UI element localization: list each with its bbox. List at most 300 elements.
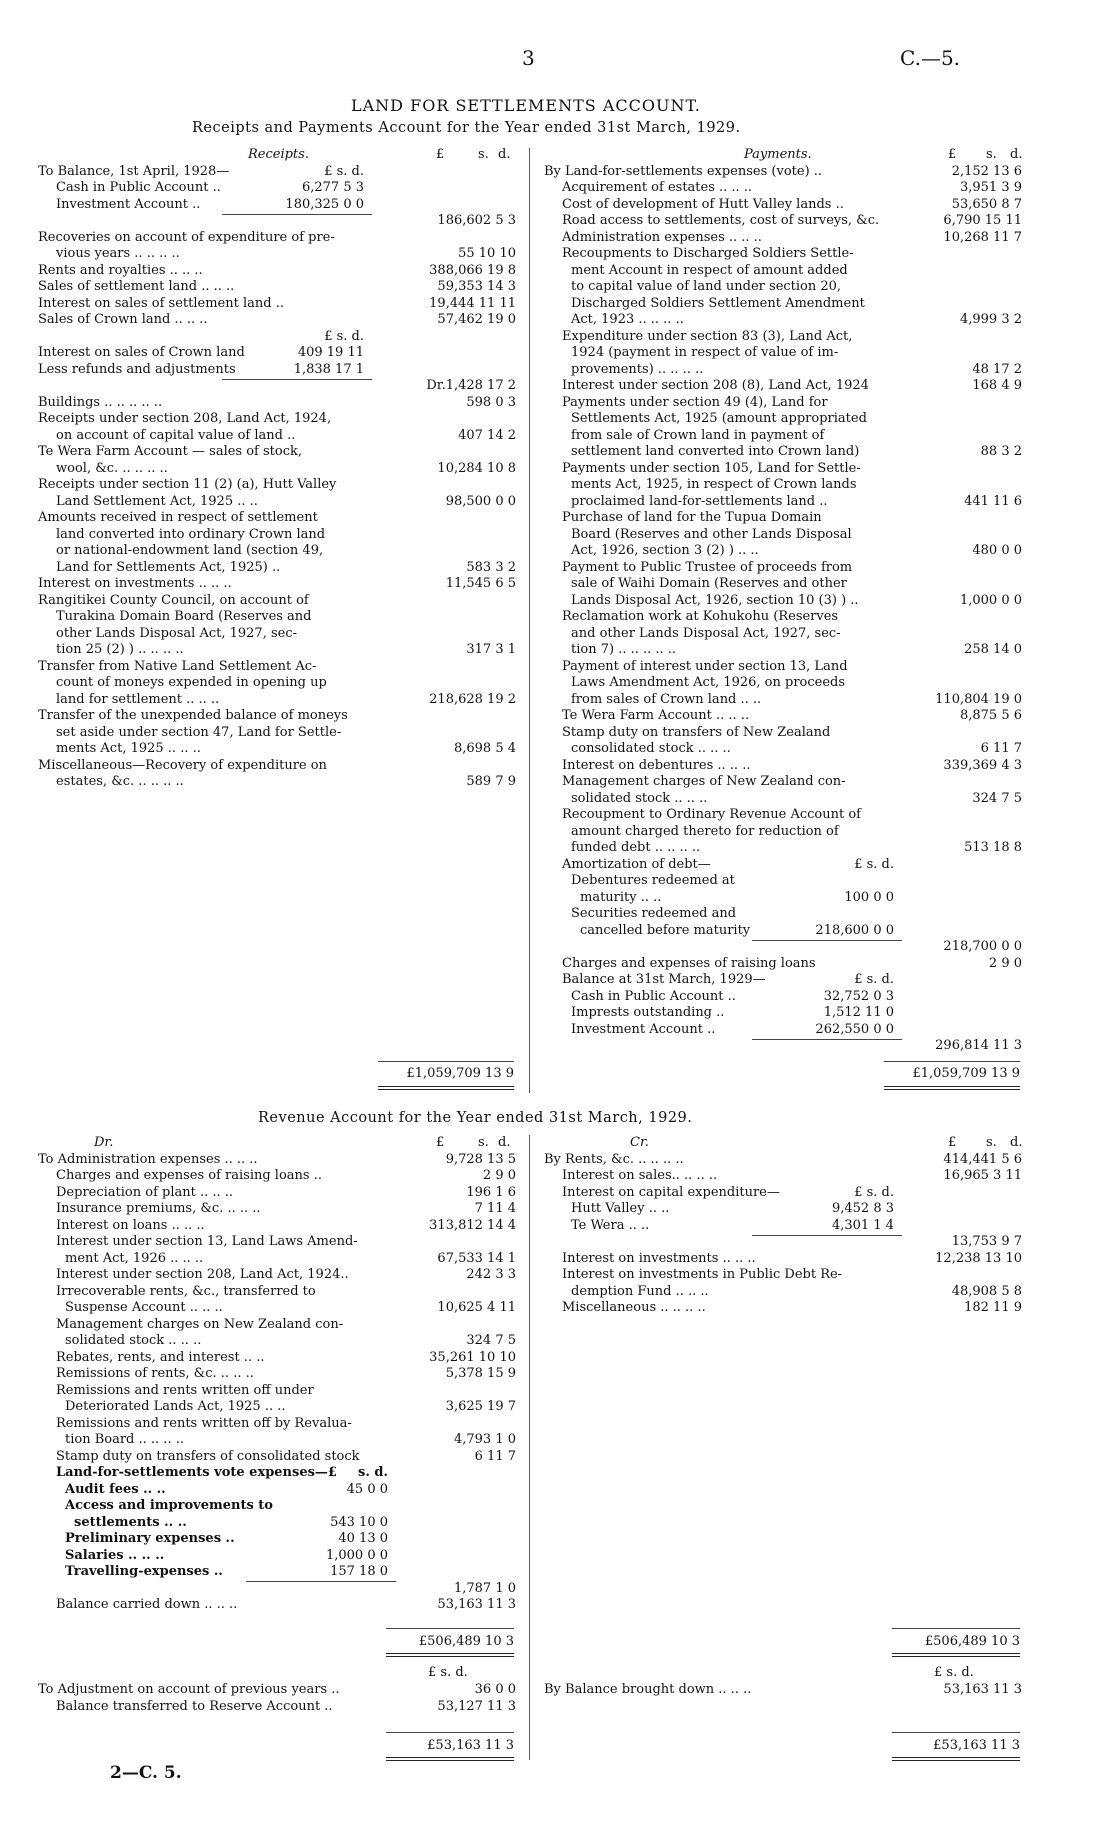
ledger-row	[38, 1482, 516, 1499]
amount: 3,625 19 7	[445, 1399, 516, 1414]
amount: 36 0 0	[474, 1682, 516, 1697]
ledger-row	[544, 890, 1022, 907]
ledger-row-label: Salaries .. .. ..	[65, 1547, 165, 1563]
ledger-row	[38, 725, 516, 742]
ledger-row	[38, 1548, 516, 1565]
ledger-row-label: Suspense Account .. .. ..	[65, 1300, 223, 1315]
ledger-row	[38, 296, 516, 313]
ledger-row	[544, 527, 1022, 544]
amount: 1,000 0 0	[959, 592, 1022, 608]
sub-column-header: £ s. d.	[324, 328, 364, 344]
ledger-row-label: ments Act, 1925 .. .. ..	[56, 741, 201, 756]
ledger-row	[38, 1201, 516, 1218]
ledger-row	[544, 164, 1022, 181]
ledger-row-label: Receipts under section 208, Land Act, 1924,	[38, 411, 332, 426]
ledger-row-label: from sales of Crown land .. ..	[571, 691, 762, 707]
page-number: 3	[522, 46, 535, 70]
ledger-row-label: other Lands Disposal Act, 1927, sec-	[56, 625, 298, 641]
ledger-row-label: Interest on sales of settlement land ..	[38, 295, 284, 311]
ledger-row-label: land converted into ordinary Crown land	[56, 526, 326, 542]
amount: 513 18 8	[964, 840, 1022, 855]
ledger-row-label: Remissions and rents written off under	[56, 1382, 314, 1398]
ledger-row	[38, 411, 516, 428]
ledger-row	[544, 675, 1022, 692]
ledger-row	[544, 576, 1022, 593]
ledger-row-label: Payment to Public Trustee of proceeds from	[562, 559, 853, 575]
ledger-row	[38, 1449, 516, 1466]
ledger-row	[544, 956, 1022, 973]
amount: 55 10 10	[458, 246, 516, 261]
ledger-row	[38, 1185, 516, 1202]
payments-total-block	[884, 1066, 1022, 1081]
amount: 8,698 5 4	[453, 741, 516, 756]
ledger-row	[38, 1350, 516, 1367]
ledger-row-label: Miscellaneous—Recovery of expenditure on	[38, 757, 327, 773]
ledger-row	[38, 263, 516, 280]
ledger-row	[544, 395, 1022, 412]
adjustment-column-header: £ s. d.	[428, 1665, 468, 1680]
ledger-row-label: Rebates, rents, and interest .. ..	[56, 1349, 265, 1365]
ledger-row	[38, 395, 516, 412]
sub-amount: 1,512 11 0	[823, 1005, 894, 1020]
ledger-row	[544, 1185, 1022, 1202]
ledger-row	[544, 609, 1022, 626]
ledger-row-label: To Adjustment on account of previous years ..	[38, 1682, 340, 1697]
ledger-row-label: Road access to settlements, cost of surveys, &c.	[562, 213, 880, 228]
ledger-row-label: Payments under section 49 (4), Land for	[562, 394, 828, 410]
ledger-row	[38, 1498, 516, 1515]
ledger-row-label: solidated stock .. .. ..	[65, 1333, 202, 1348]
ledger-row-label: Interest on capital expenditure—	[562, 1184, 780, 1200]
ledger-row-label: Securities redeemed and	[571, 906, 737, 921]
receipts-column	[38, 147, 516, 791]
amount: 3,951 3 9	[959, 180, 1022, 195]
ledger-row	[38, 279, 516, 296]
ledger-row-label: Investment Account ..	[56, 196, 201, 212]
ledger-row-label: Insurance premiums, &c. .. .. ..	[56, 1201, 261, 1216]
sub-amount: 32,752 0 3	[823, 988, 894, 1004]
ledger-row-label: Rangitikei County Council, on account of	[38, 592, 309, 608]
ledger-row-label: Deteriorated Lands Act, 1925 .. ..	[65, 1399, 286, 1414]
ledger-row-label: Acquirement of estates .. .. ..	[562, 180, 753, 195]
ledger-row-label: Act, 1926, section 3 (2) ) .. ..	[571, 543, 759, 558]
ledger-row	[544, 791, 1022, 808]
receipts-total-block	[378, 1066, 516, 1081]
sub-amount: 1,838 17 1	[293, 361, 364, 377]
ledger-row	[544, 312, 1022, 329]
ledger-row-label: Preliminary expenses ..	[65, 1531, 235, 1546]
ledger-row-label: Depreciation of plant .. .. ..	[56, 1184, 234, 1200]
ledger-row-label: estates, &c. .. .. .. ..	[56, 774, 184, 789]
payments-heading: Payments.	[744, 147, 812, 162]
ledger-row-label: Lands Disposal Act, 1926, section 10 (3) ) ..	[571, 592, 859, 608]
ledger-row	[544, 1152, 1022, 1169]
ledger-row	[544, 708, 1022, 725]
ledger-row-label: Te Wera Farm Account — sales of stock,	[38, 444, 303, 459]
revenue-credit-rows	[544, 1152, 1022, 1317]
ledger-row	[38, 1515, 516, 1532]
ledger-row	[544, 642, 1022, 659]
debit-adjustment-total-block	[386, 1738, 516, 1753]
amount: 480 0 0	[972, 543, 1022, 558]
ledger-row	[544, 692, 1022, 709]
ledger-row	[544, 1038, 1022, 1055]
ledger-row	[38, 576, 516, 593]
ledger-row-label: Less refunds and adjustments	[38, 361, 236, 377]
amount: 57,462 19 0	[437, 312, 516, 327]
shillings-column-header: s.	[478, 1135, 489, 1150]
sub-amount: 409 19 11	[297, 345, 364, 360]
amount: 589 7 9	[466, 774, 516, 789]
amount: 110,804 19 0	[935, 691, 1022, 707]
ledger-row	[38, 197, 516, 214]
amount: 2 9 0	[482, 1168, 516, 1183]
amount: 5,378 15 9	[445, 1366, 516, 1381]
column-divider	[529, 1135, 530, 1760]
ledger-row	[38, 378, 516, 395]
amount: 16,965 3 11	[943, 1168, 1022, 1183]
amount: 186,602 5 3	[437, 213, 516, 228]
ledger-row	[38, 593, 516, 610]
ledger-row	[38, 428, 516, 445]
ledger-row	[544, 543, 1022, 560]
ledger-row	[544, 593, 1022, 610]
ledger-row-label: Buildings .. .. .. .. ..	[38, 394, 163, 410]
ledger-row-label: Interest on investments .. .. ..	[38, 576, 232, 591]
credit-heading: Cr.	[630, 1135, 649, 1150]
ledger-row-label: Recoupment to Ordinary Revenue Account of	[562, 807, 861, 822]
ledger-row-label: Recoupments to Discharged Soldiers Settle-	[562, 246, 854, 261]
amount: 339,369 4 3	[943, 757, 1022, 773]
sub-amount: 157 18 0	[330, 1564, 388, 1579]
ledger-row	[544, 1682, 1022, 1699]
ledger-row	[544, 1022, 1022, 1039]
ledger-row	[544, 626, 1022, 643]
revenue-debit-header-row	[38, 1135, 516, 1152]
revenue-debit-rows	[38, 1152, 516, 1614]
ledger-row	[38, 164, 516, 181]
pence-column-header: d.	[1010, 147, 1023, 162]
ledger-row	[38, 560, 516, 577]
amount: 10,284 10 8	[437, 460, 516, 476]
ledger-row	[38, 758, 516, 775]
ledger-row	[544, 972, 1022, 989]
ledger-row	[38, 180, 516, 197]
ledger-row-label: on account of capital value of land ..	[56, 427, 296, 443]
ledger-row-label: vious years .. .. .. ..	[56, 246, 180, 261]
pence-column-header: d.	[1010, 1135, 1023, 1150]
payments-total: £1,059,709 13 9	[912, 1066, 1020, 1081]
sub-amount: 45 0 0	[346, 1481, 388, 1497]
ledger-row-label: Administration expenses .. .. ..	[562, 229, 762, 245]
ledger-row-label: Travelling-expenses ..	[65, 1564, 223, 1579]
ledger-row-label: Interest on investments .. .. ..	[562, 1250, 756, 1266]
sub-amount: 262,550 0 0	[815, 1021, 894, 1037]
ledger-row	[544, 758, 1022, 775]
ledger-row-label: Access and improvements to	[65, 1498, 273, 1513]
sub-column-header: £ s. d.	[854, 856, 894, 872]
ledger-row-label: Charges and expenses of raising loans ..	[56, 1168, 322, 1183]
amount: 6 11 7	[980, 741, 1022, 756]
ledger-row	[38, 1399, 516, 1416]
ledger-row	[544, 939, 1022, 956]
ledger-row	[544, 444, 1022, 461]
payments-rows	[544, 164, 1022, 1055]
ledger-row	[38, 362, 516, 379]
ledger-row	[544, 362, 1022, 379]
ledger-row	[544, 461, 1022, 478]
sub-amount: 4,301 1 4	[831, 1217, 894, 1233]
amount: 53,163 11 3	[943, 1682, 1022, 1697]
amount: 598 0 3	[466, 394, 516, 410]
ledger-row	[38, 1300, 516, 1317]
ledger-row	[544, 411, 1022, 428]
amount: 88 3 2	[980, 444, 1022, 459]
ledger-row-label: Cash in Public Account ..	[571, 988, 736, 1004]
pound-column-header: £	[436, 147, 445, 162]
ledger-row	[38, 477, 516, 494]
revenue-account-subtitle: Revenue Account for the Year ended 31st March, 1929.	[258, 1110, 693, 1126]
sub-column-header: £ s. d.	[324, 163, 364, 179]
ledger-row	[544, 1234, 1022, 1251]
debit-adjustment-total: £53,163 11 3	[427, 1738, 514, 1753]
ledger-row-label: Payment of interest under section 13, Land	[562, 658, 848, 674]
ledger-row-label: Hutt Valley .. ..	[571, 1201, 670, 1216]
pound-column-header: £	[436, 1135, 445, 1150]
ledger-row-label: Reclamation work at Kohukohu (Reserves	[562, 609, 839, 624]
ledger-row-label: cancelled before maturity	[580, 922, 751, 938]
ledger-row-label: Imprests outstanding ..	[571, 1005, 725, 1020]
ledger-row	[544, 1251, 1022, 1268]
ledger-row	[544, 263, 1022, 280]
ledger-row-label: Rents and royalties .. .. ..	[38, 262, 203, 278]
ledger-row-label: Amounts received in respect of settlement	[38, 510, 318, 525]
ledger-row-label: amount charged thereto for reduction of	[571, 823, 839, 839]
shillings-column-header: s.	[986, 147, 997, 162]
ledger-row-label: Transfer of the unexpended balance of moneys	[38, 708, 348, 723]
pence-column-header: d.	[498, 1135, 511, 1150]
ledger-row-label: Sales of Crown land .. .. ..	[38, 312, 208, 327]
ledger-row-label: Expenditure under section 83 (3), Land Act,	[562, 328, 853, 344]
ledger-row	[38, 1251, 516, 1268]
ledger-row	[544, 824, 1022, 841]
amount: 324 7 5	[466, 1333, 516, 1348]
ledger-row	[38, 246, 516, 263]
ledger-row	[38, 494, 516, 511]
amount: 12,238 13 10	[935, 1250, 1022, 1266]
revenue-debit-total-block	[386, 1634, 516, 1649]
credit-adjustment-total-block	[892, 1738, 1022, 1753]
amount: 35,261 10 10	[429, 1349, 516, 1365]
ledger-row-label: Board (Reserves and other Lands Disposal	[571, 526, 852, 542]
ledger-row	[38, 642, 516, 659]
ledger-row-label: wool, &c. .. .. .. ..	[56, 460, 168, 476]
ledger-row	[544, 989, 1022, 1006]
ledger-row-label: Sales of settlement land .. .. ..	[38, 279, 235, 294]
ledger-row-label: Interest on loans .. .. ..	[56, 1217, 205, 1233]
sub-amount: 543 10 0	[330, 1514, 388, 1530]
sub-amount: 40 13 0	[338, 1531, 388, 1546]
amount: 53,163 11 3	[437, 1597, 516, 1612]
ledger-row	[544, 230, 1022, 247]
sub-amount: 9,452 8 3	[831, 1201, 894, 1216]
ledger-row	[38, 1416, 516, 1433]
ledger-row-label: Management charges on New Zealand con-	[56, 1316, 344, 1332]
ledger-row	[38, 708, 516, 725]
ledger-row	[544, 560, 1022, 577]
ledger-row	[544, 659, 1022, 676]
ledger-row-label: funded debt .. .. .. ..	[571, 840, 701, 855]
amount: 8,875 5 6	[959, 708, 1022, 723]
ledger-row	[544, 213, 1022, 230]
ledger-row	[544, 510, 1022, 527]
ledger-row	[38, 1152, 516, 1169]
ledger-row	[38, 675, 516, 692]
document-reference: C.—5.	[900, 46, 961, 70]
ledger-row-label: Stamp duty on transfers of consolidated stock	[56, 1448, 360, 1464]
ledger-row-label: tion 25 (2) ) .. .. .. ..	[56, 642, 184, 657]
ledger-row	[544, 329, 1022, 346]
amount: 48,908 5 8	[951, 1283, 1022, 1299]
amount: 218,700 0 0	[943, 939, 1022, 954]
ledger-row	[544, 1005, 1022, 1022]
debit-adjustment-rows	[38, 1682, 516, 1715]
ledger-row	[544, 279, 1022, 296]
ledger-row-label: 1924 (payment in respect of value of im-	[571, 345, 839, 360]
receipts-heading: Receipts.	[248, 147, 309, 162]
ledger-row-label: settlement land converted into Crown land)	[571, 444, 860, 459]
amount: 388,066 19 8	[429, 262, 516, 278]
amount: 4,999 3 2	[959, 312, 1022, 327]
ledger-row-label: Land for Settlements Act, 1925) ..	[56, 559, 281, 575]
ledger-row	[38, 741, 516, 758]
ledger-row-label: Interest under section 13, Land Laws Amend-	[56, 1234, 358, 1249]
amount: 98,500 0 0	[445, 493, 516, 509]
ledger-row	[544, 807, 1022, 824]
ledger-row	[38, 345, 516, 362]
ledger-row	[38, 1284, 516, 1301]
receipts-rows	[38, 164, 516, 791]
ledger-row-label: Audit fees .. ..	[65, 1481, 166, 1497]
amount: 407 14 2	[458, 427, 516, 443]
ledger-row	[38, 1218, 516, 1235]
ledger-row-label: land for settlement .. .. ..	[56, 691, 220, 707]
ledger-row-label: and other Lands Disposal Act, 1927, sec-	[571, 625, 841, 641]
ledger-row	[544, 725, 1022, 742]
ledger-row-label: Cost of development of Hutt Valley lands ..	[562, 196, 844, 212]
amount: 67,533 14 1	[437, 1250, 516, 1266]
ledger-row-label: Debentures redeemed at	[571, 873, 735, 888]
amount: 317 3 1	[466, 642, 516, 657]
sub-column-header: s. d.	[358, 1465, 388, 1480]
ledger-row	[544, 774, 1022, 791]
ledger-row-label: ment Act, 1926 .. .. ..	[65, 1250, 204, 1266]
amount: 168 4 9	[972, 378, 1022, 393]
receipts-header-row	[38, 147, 516, 164]
amount: 6,790 15 11	[943, 213, 1022, 228]
credit-adjustment-total: £53,163 11 3	[933, 1738, 1020, 1753]
ledger-row	[38, 1531, 516, 1548]
ledger-row-label: Receipts under section 11 (2) (a), Hutt Valley	[38, 477, 337, 492]
ledger-row-label: Balance transferred to Reserve Account ..	[56, 1698, 333, 1714]
ledger-row-label: To Administration expenses .. .. ..	[38, 1151, 258, 1167]
revenue-credit-total-block	[892, 1634, 1022, 1649]
revenue-debit-total: £506,489 10 3	[418, 1634, 514, 1649]
column-divider	[529, 148, 530, 1093]
ledger-row-label: By Rents, &c. .. .. .. ..	[544, 1151, 684, 1167]
page-footer: 2—C. 5.	[110, 1763, 182, 1783]
document-title: LAND FOR SETTLEMENTS ACCOUNT.	[351, 96, 701, 115]
ledger-row-label: Te Wera .. ..	[571, 1217, 650, 1233]
ledger-row-label: consolidated stock .. .. ..	[571, 741, 731, 756]
revenue-credit-header-row	[544, 1135, 1022, 1152]
amount: 59,353 14 3	[437, 279, 516, 294]
amount: 218,628 19 2	[429, 691, 516, 707]
payments-header-row	[544, 147, 1022, 164]
revenue-debit-column	[38, 1135, 516, 1614]
ledger-row-label: Settlements Act, 1925 (amount appropriated	[571, 411, 867, 426]
sub-amount: 218,600 0 0	[815, 922, 894, 938]
ledger-row-label: Discharged Soldiers Settlement Amendment	[571, 295, 865, 311]
amount: 196 1 6	[466, 1184, 516, 1200]
ledger-row-label: Te Wera Farm Account .. .. ..	[562, 708, 750, 723]
ledger-row-label: Laws Amendment Act, 1926, on proceeds	[571, 675, 846, 690]
ledger-row-label: demption Fund .. .. ..	[571, 1283, 709, 1299]
amount: Dr.1,428 17 2	[426, 378, 516, 393]
ledger-row-label: Charges and expenses of raising loans	[562, 955, 816, 971]
ledger-row	[544, 1267, 1022, 1284]
ledger-row	[38, 1383, 516, 1400]
amount: 48 17 2	[972, 361, 1022, 377]
amount: 6 11 7	[474, 1448, 516, 1464]
ledger-row	[38, 1267, 516, 1284]
amount: 53,127 11 3	[437, 1698, 516, 1714]
ledger-row-label: Interest under section 208 (8), Land Act, 1924	[562, 378, 869, 393]
amount: 1,787 1 0	[453, 1580, 516, 1596]
ledger-row-label: Balance carried down .. .. ..	[56, 1597, 238, 1612]
ledger-row-label: Amortization of debt—	[562, 856, 711, 872]
ledger-row	[38, 527, 516, 544]
ledger-row	[544, 378, 1022, 395]
amount: 296,814 11 3	[935, 1038, 1022, 1053]
ledger-row	[544, 1218, 1022, 1235]
ledger-row	[38, 659, 516, 676]
ledger-row-label: settlements .. ..	[74, 1514, 187, 1530]
ledger-row	[38, 1564, 516, 1581]
pound-column-header: £	[948, 1135, 957, 1150]
ledger-row	[38, 510, 516, 527]
ledger-row-label: Investment Account ..	[571, 1021, 716, 1037]
amount: 2,152 13 6	[951, 163, 1022, 179]
amount: 258 14 0	[964, 642, 1022, 657]
ledger-row	[544, 741, 1022, 758]
ledger-row	[38, 774, 516, 791]
ledger-row-label: to capital value of land under section 20,	[571, 279, 842, 294]
ledger-row-label: Transfer from Native Land Settlement Ac-	[38, 658, 317, 674]
ledger-row-label: count of moneys expended in opening up	[56, 675, 327, 690]
receipts-payments-subtitle: Receipts and Payments Account for the Year ended 31st March, 1929.	[192, 120, 741, 136]
debit-heading: Dr.	[94, 1135, 114, 1150]
adjustment-column-header: £ s. d.	[934, 1665, 974, 1680]
ledger-row	[38, 1317, 516, 1334]
ledger-row	[544, 180, 1022, 197]
ledger-row	[38, 444, 516, 461]
amount: 182 11 9	[964, 1300, 1022, 1315]
ledger-row-label: Remissions of rents, &c. .. .. ..	[56, 1366, 254, 1381]
ledger-row	[38, 692, 516, 709]
ledger-row-label: from sale of Crown land in payment of	[571, 427, 825, 443]
ledger-row-label: Interest on investments in Public Debt Re-	[562, 1267, 843, 1282]
